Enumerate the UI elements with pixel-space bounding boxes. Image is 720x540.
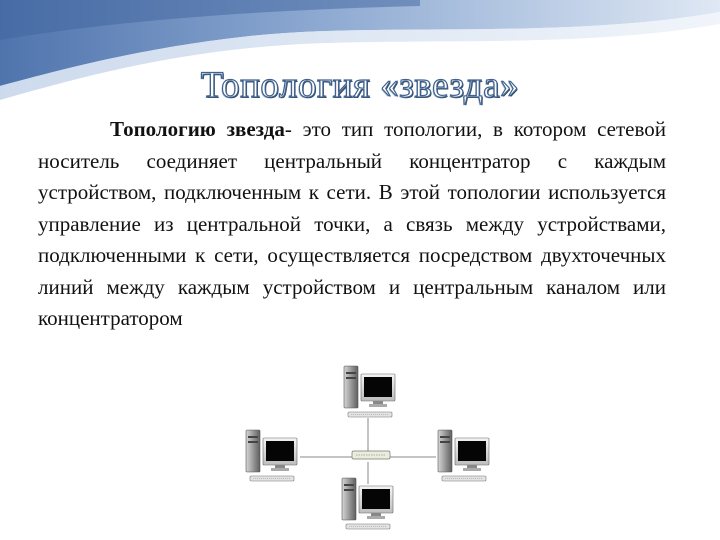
desktop-computer-icon-left [246,430,297,481]
body-bold-term: Топологию звезда [110,117,285,141]
slide-body-text [38,114,666,335]
desktop-computer-icon-bottom [342,478,393,529]
desktop-computer-icon-top [344,366,395,417]
slide-title: Топология «звезда» [200,65,520,106]
network-hub-icon [352,451,390,459]
star-topology-diagram [230,360,510,538]
body-text-rest: - это тип топологии, в котором сетевой носитель соединяет центральный концентратор с каждым устройством, подключенным к сети. В этой топологии используется управление из центральной точки, а связь между устройствами, подключенными к сети, осуществляется посредством двухточечных линий между каждым устройством и центральным каналом или концентратором [38,117,666,330]
desktop-computer-icon-right [438,430,489,481]
